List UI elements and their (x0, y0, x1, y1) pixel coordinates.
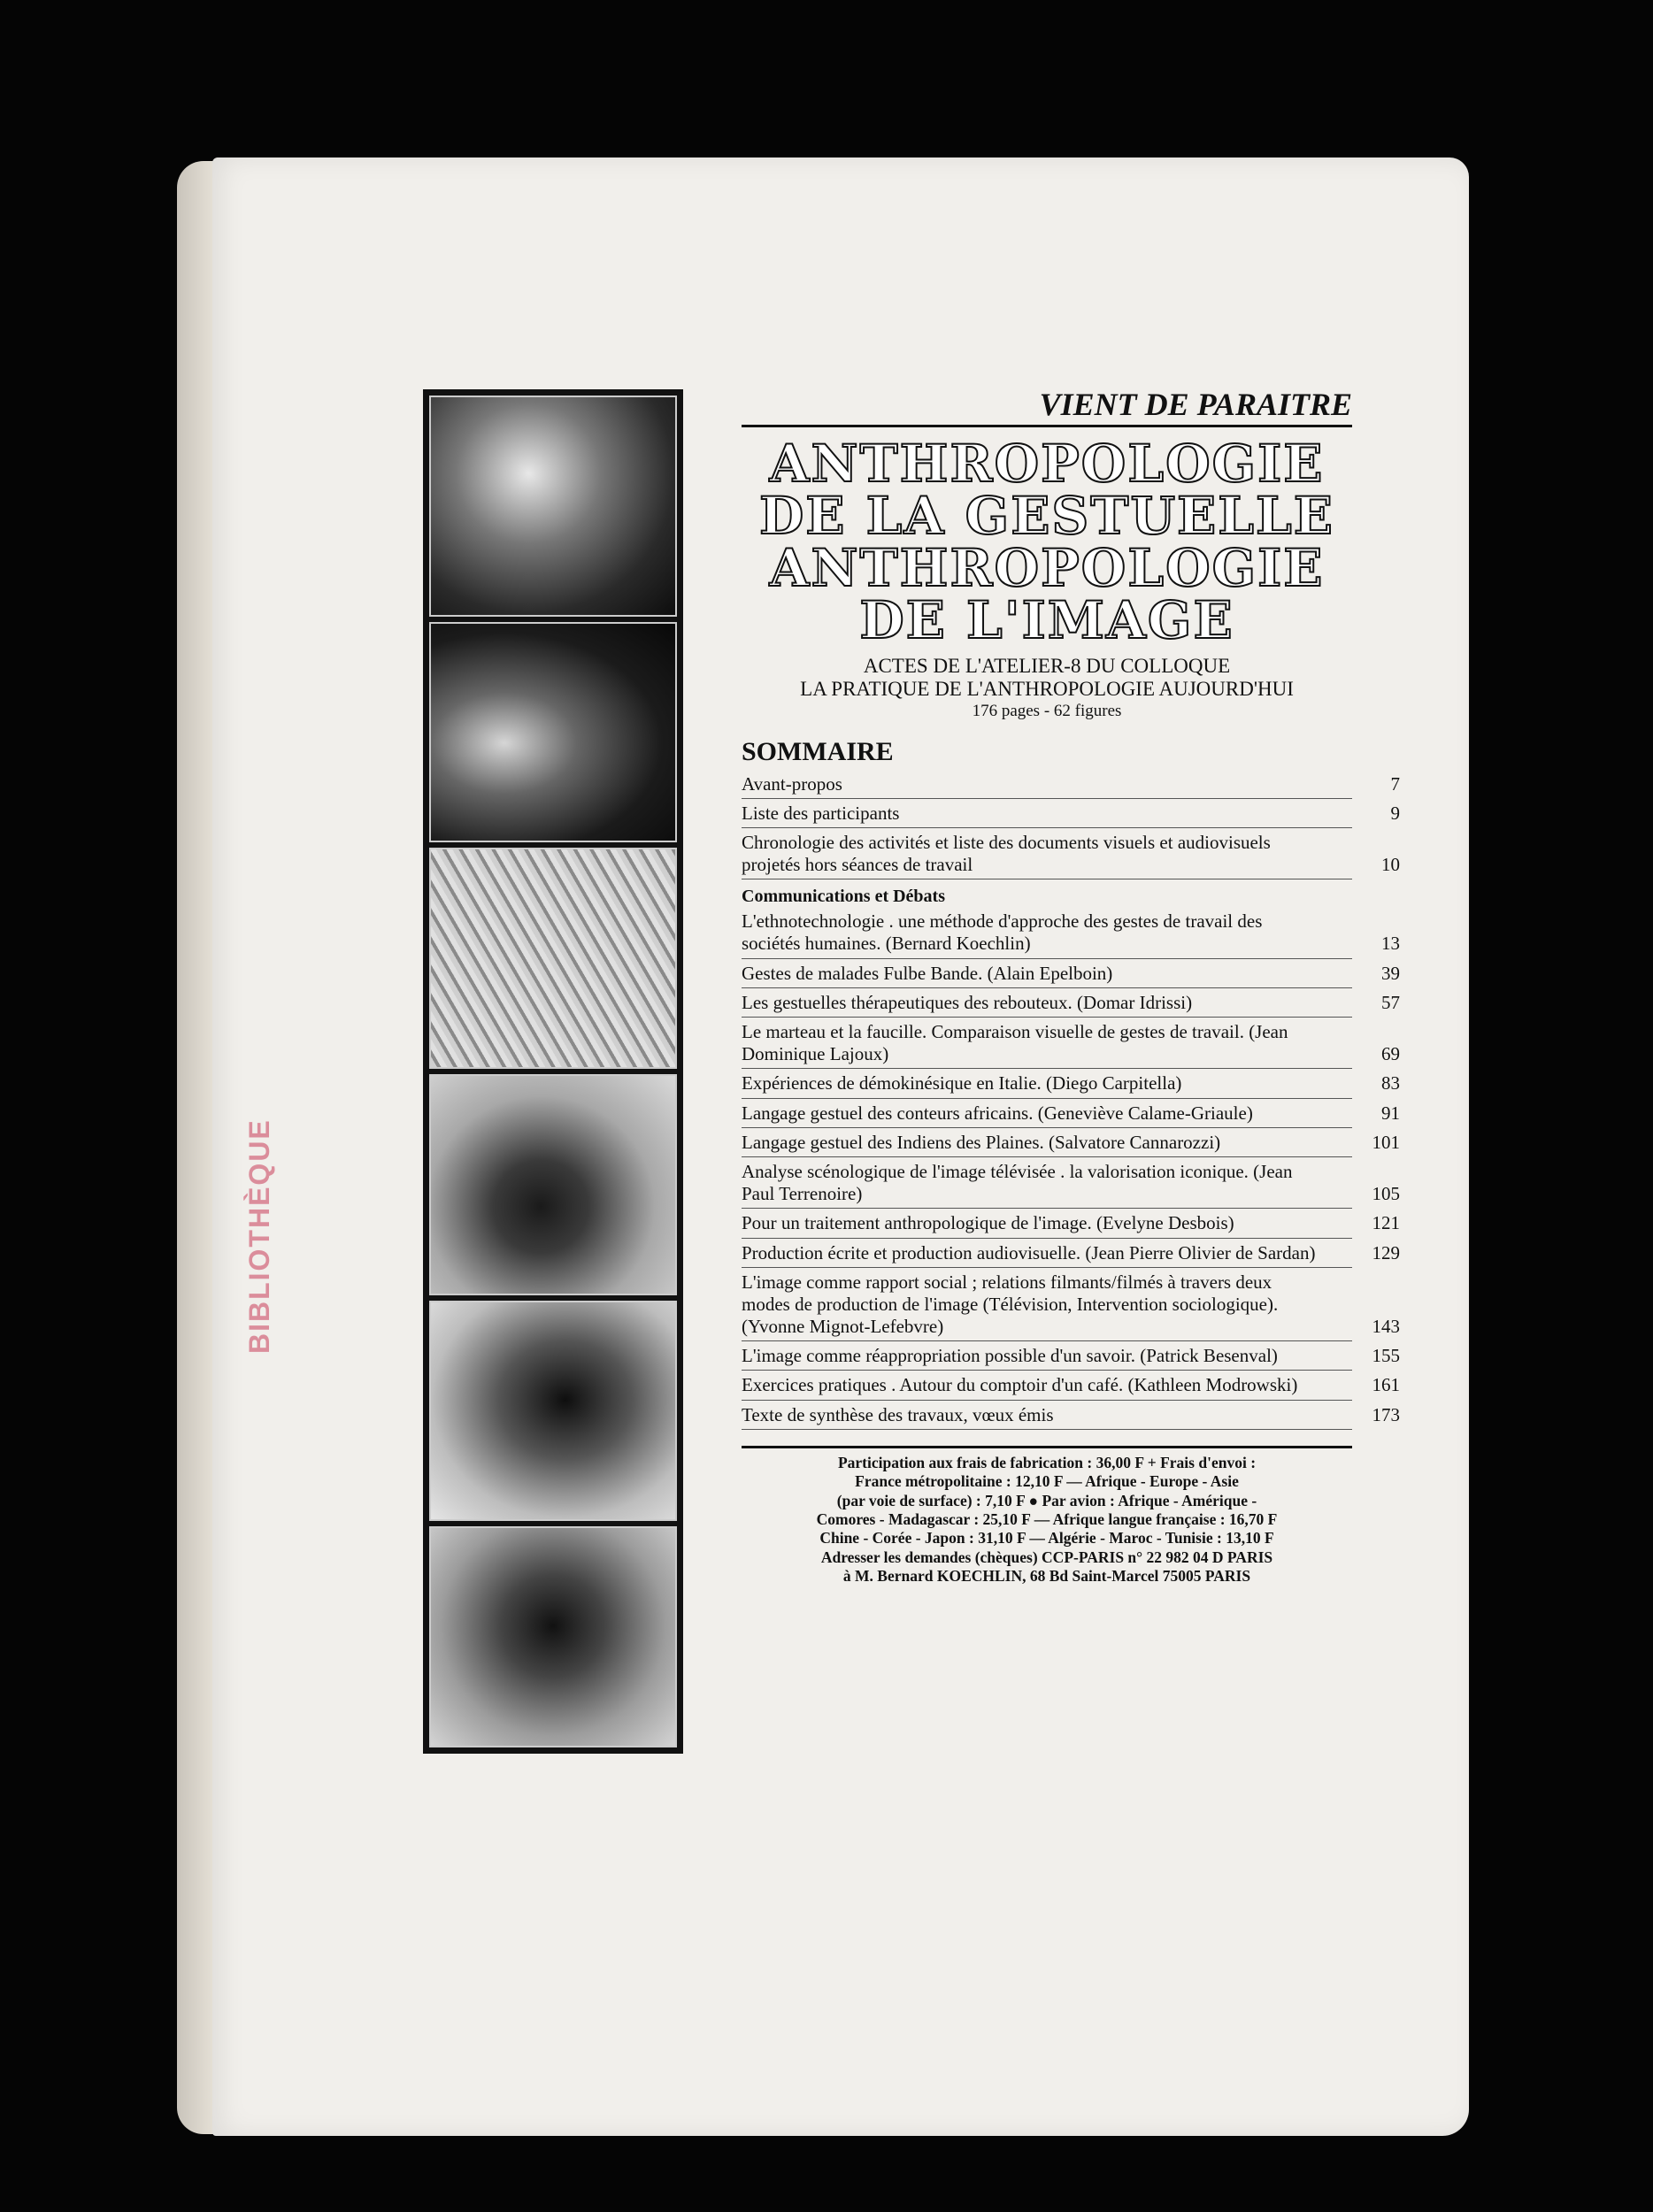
toc-page: 69 (1381, 1043, 1400, 1065)
toc-page: 39 (1381, 962, 1400, 984)
toc-row (742, 988, 1400, 1018)
toc-page: 10 (1381, 854, 1400, 876)
toc-title: Expériences de démokinésique en Italie. (Diego Carpitella) (742, 1072, 1182, 1094)
toc-page: 101 (1372, 1131, 1400, 1153)
toc-row (742, 1341, 1400, 1371)
order-line: à M. Bernard KOECHLIN, 68 Bd Saint-Marcel 75005 PARIS (842, 1566, 1251, 1585)
toc-page: 173 (1372, 1403, 1400, 1425)
photo-6 (429, 1526, 677, 1747)
toc-page: 91 (1381, 1102, 1400, 1124)
order-info (742, 1446, 1352, 1586)
toc-page: 7 (1390, 772, 1400, 795)
order-line: (par voie de surface) : 7,10 F ● Par avion : Afrique - Amérique - (836, 1491, 1257, 1509)
toc-row (742, 828, 1400, 879)
photo-1 (429, 396, 677, 617)
vient-de-paraitre: VIENT DE PARAITRE (742, 386, 1352, 427)
photo-strip (423, 389, 683, 1754)
toc-title: Production écrite et production audiovisuelle. (Jean Pierre Olivier de Sardan) (742, 1241, 1316, 1263)
order-line: Adresser les demandes (chèques) CCP-PARIS n° 22 982 04 D PARIS (820, 1548, 1273, 1566)
actes-heading (742, 655, 1352, 702)
photo-3 (429, 848, 677, 1069)
title-line-4: DE L'IMAGE (859, 590, 1234, 651)
toc-row (742, 1157, 1400, 1209)
toc-page: 161 (1372, 1374, 1400, 1396)
order-line: Chine - Corée - Japon : 31,10 F — Algérie - Maroc - Tunisie : 13,10 F (819, 1529, 1274, 1548)
toc-title: Texte de synthèse des travaux, vœux émis (742, 1403, 1054, 1425)
toc-page: 9 (1390, 802, 1400, 824)
toc-title: Avant-propos (742, 772, 842, 795)
toc-title: Pour un traitement anthropologique de l'image. (Evelyne Desbois) (742, 1212, 1234, 1234)
photo-5 (429, 1301, 677, 1522)
actes-line-2: LA PRATIQUE DE L'ANTHROPOLOGIE AUJOURD'HUI (800, 678, 1294, 701)
order-line: France métropolitaine : 12,10 F — Afrique - Europe - Asie (855, 1472, 1239, 1491)
sommaire-heading: SOMMAIRE (742, 736, 894, 766)
toc-title: L'image comme rapport social ; relations filmants/filmés à travers deux modes de production de l'image (Télévision, Intervention sociologique). (Yvonne Mignot-Lefebvre) (742, 1271, 1279, 1338)
toc-row (742, 959, 1400, 988)
toc-page: 129 (1372, 1241, 1400, 1263)
title-line-2: DE LA GESTUELLE (758, 486, 1335, 547)
toc-title: L'ethnotechnologie . une méthode d'approche des gestes de travail des sociétés humaines. (Bernard Koechlin) (742, 910, 1263, 955)
advertisement-content (742, 386, 1400, 1586)
toc-row (742, 907, 1400, 958)
toc-row (742, 1371, 1400, 1400)
toc-row (742, 1128, 1400, 1157)
toc-row (742, 770, 1400, 799)
actes-line-1: ACTES DE L'ATELIER-8 DU COLLOQUE (863, 654, 1231, 677)
toc-page: 155 (1372, 1345, 1400, 1367)
toc-row (742, 1268, 1400, 1342)
toc-page: 143 (1372, 1316, 1400, 1338)
toc-row (742, 1209, 1400, 1238)
order-line: Comores - Madagascar : 25,10 F — Afrique langue française : 16,70 F (816, 1509, 1278, 1528)
toc-page: 105 (1372, 1183, 1400, 1205)
title-line-3: ANTHROPOLOGIE (769, 538, 1325, 599)
toc-title: Les gestuelles thérapeutiques des rebouteux. (Domar Idrissi) (742, 991, 1193, 1013)
photo-4 (429, 1074, 677, 1295)
toc-title: L'image comme réappropriation possible d'un savoir. (Patrick Besenval) (742, 1345, 1278, 1367)
toc-row (742, 1069, 1400, 1098)
toc-title: Exercices pratiques . Autour du comptoir d'un café. (Kathleen Modrowski) (742, 1374, 1298, 1396)
page-count: 176 pages - 62 figures (972, 701, 1122, 720)
toc-page: 57 (1381, 991, 1400, 1013)
table-of-contents (742, 770, 1400, 1430)
toc-title: Langage gestuel des Indiens des Plaines. (Salvatore Cannarozzi) (742, 1131, 1221, 1153)
toc-row (742, 1401, 1400, 1430)
toc-title: Langage gestuel des conteurs africains. (Geneviève Calame-Griaule) (742, 1102, 1253, 1124)
toc-page: 13 (1381, 933, 1400, 955)
toc-title: Analyse scénologique de l'image télévisée . la valorisation iconique. (Jean Paul Terrenoire) (742, 1160, 1293, 1205)
section-label: Communications et Débats (742, 887, 945, 907)
toc-title: Liste des participants (742, 802, 900, 824)
toc-page: 121 (1372, 1212, 1400, 1234)
toc-title: Gestes de malades Fulbe Bande. (Alain Epelboin) (742, 962, 1113, 984)
toc-title: Chronologie des activités et liste des documents visuels et audiovisuels projetés hors séances de travail (742, 831, 1271, 876)
toc-row (742, 1018, 1400, 1069)
stamp-main-text: BIBLIOTHÈQUE (243, 1118, 275, 1354)
toc-row (742, 1239, 1400, 1268)
title-line-1: ANTHROPOLOGIE (769, 434, 1325, 494)
toc-row (742, 1099, 1400, 1128)
toc-row (742, 799, 1400, 828)
order-line: Participation aux frais de fabrication : 36,00 F + Frais d'envoi : (837, 1453, 1257, 1471)
toc-title: Le marteau et la faucille. Comparaison visuelle de gestes de travail. (Jean Dominique Lajoux) (742, 1021, 1288, 1065)
photo-2 (429, 622, 677, 843)
toc-page: 83 (1381, 1072, 1400, 1094)
